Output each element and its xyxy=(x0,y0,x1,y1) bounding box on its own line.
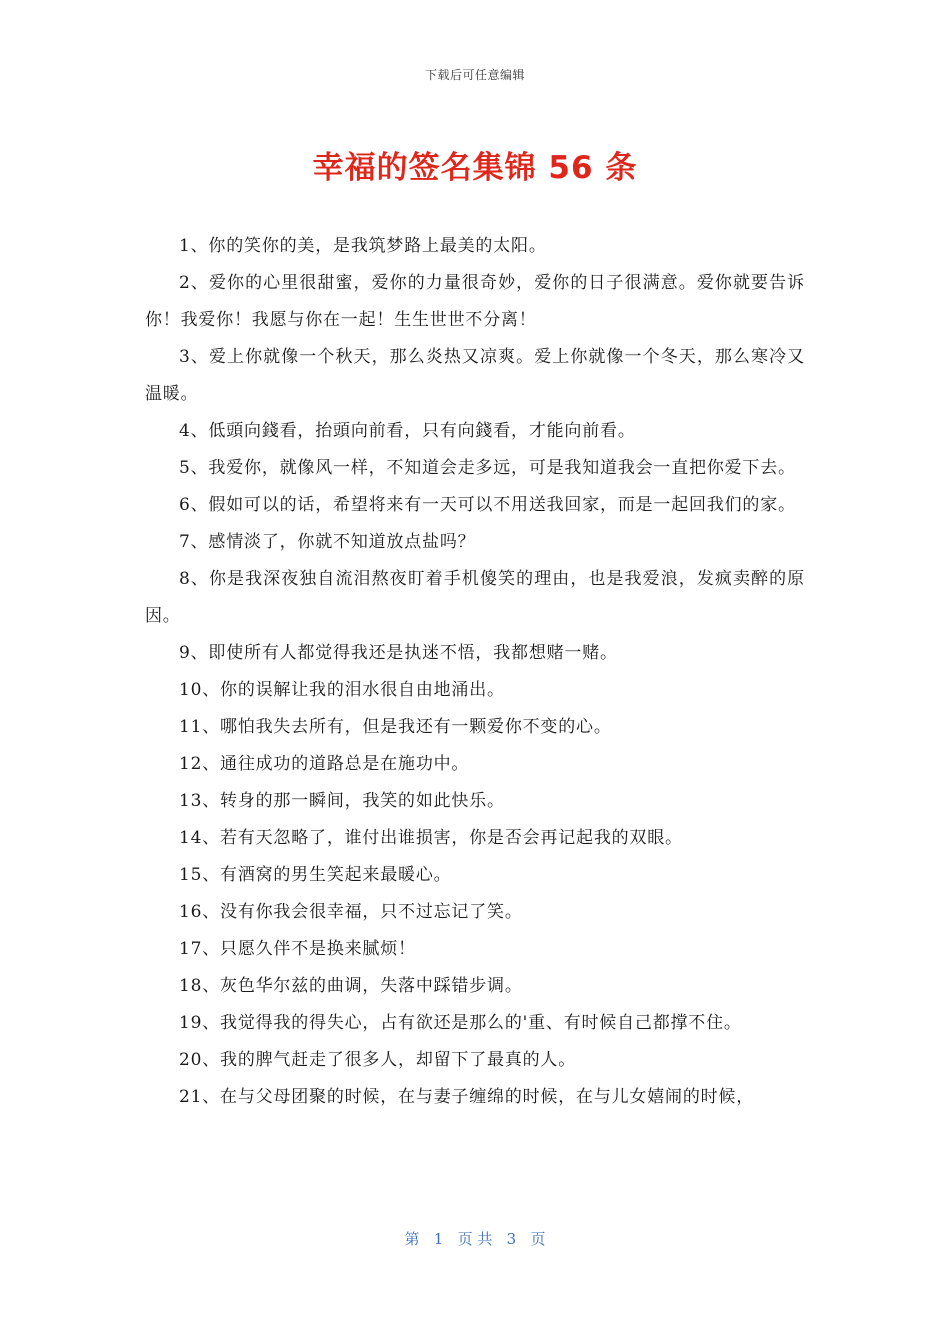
paragraph: 21、在与父母团聚的时候，在与妻子缠绵的时候，在与儿女嬉闹的时候， xyxy=(179,1087,755,1107)
header-note: 下载后可任意编辑 xyxy=(424,68,525,82)
paragraph: 1、你的笑你的美，是我筑梦路上最美的太阳。 xyxy=(179,236,547,256)
paragraph: 7、感情淡了，你就不知道放点盐吗？ xyxy=(179,532,476,552)
paragraph: 14、若有天忽略了，谁付出谁损害，你是否会再记起我的双眼。 xyxy=(179,828,683,848)
paragraph: 9、即使所有人都觉得我还是执迷不悟，我都想赌一赌。 xyxy=(179,643,618,663)
paragraph: 20、我的脾气赶走了很多人，却留下了最真的人。 xyxy=(179,1050,577,1070)
paragraph: 8、你是我深夜独自流泪熬夜盯着手机傻笑的理由，也是我爱浪，发疯卖醉的原因。 xyxy=(145,569,805,626)
paragraph: 6、假如可以的话，希望将来有一天可以不用送我回家，而是一起回我们的家。 xyxy=(179,495,796,515)
paragraph: 3、爱上你就像一个秋天，那么炎热又凉爽。爱上你就像一个冬天，那么寒冷又温暖。 xyxy=(145,347,805,404)
paragraph: 17、只愿久伴不是换来腻烦！ xyxy=(179,939,416,959)
paragraph: 2、爱你的心里很甜蜜，爱你的力量很奇妙，爱你的日子很满意。爱你就要告诉你！我爱你！我愿与你在一起！生生世世不分离！ xyxy=(145,273,805,330)
paragraph: 12、通往成功的道路总是在施功中。 xyxy=(179,754,470,774)
page-footer: 第 1 页 共 3 页 xyxy=(404,1230,546,1248)
document-title: 幸福的签名集锦 56 条 xyxy=(312,150,638,186)
paragraph: 18、灰色华尔兹的曲调，失落中踩错步调。 xyxy=(179,976,523,996)
paragraph: 10、你的误解让我的泪水很自由地涌出。 xyxy=(179,680,505,700)
paragraph: 19、我觉得我的得失心，占有欲还是那么的'重、有时候自己都撑不住。 xyxy=(179,1013,742,1033)
paragraph: 16、没有你我会很幸福，只不过忘记了笑。 xyxy=(179,902,523,922)
paragraph: 15、有酒窝的男生笑起来最暖心。 xyxy=(179,865,452,885)
paragraph: 5、我爱你，就像风一样，不知道会走多远，可是我知道我会一直把你爱下去。 xyxy=(179,458,796,478)
document-body xyxy=(145,228,805,1116)
paragraph: 11、哪怕我失去所有，但是我还有一颗爱你不变的心。 xyxy=(179,717,612,737)
paragraph: 13、转身的那一瞬间，我笑的如此快乐。 xyxy=(179,791,505,811)
paragraph: 4、低頭向錢看，抬頭向前看，只有向錢看，才能向前看。 xyxy=(179,421,636,441)
